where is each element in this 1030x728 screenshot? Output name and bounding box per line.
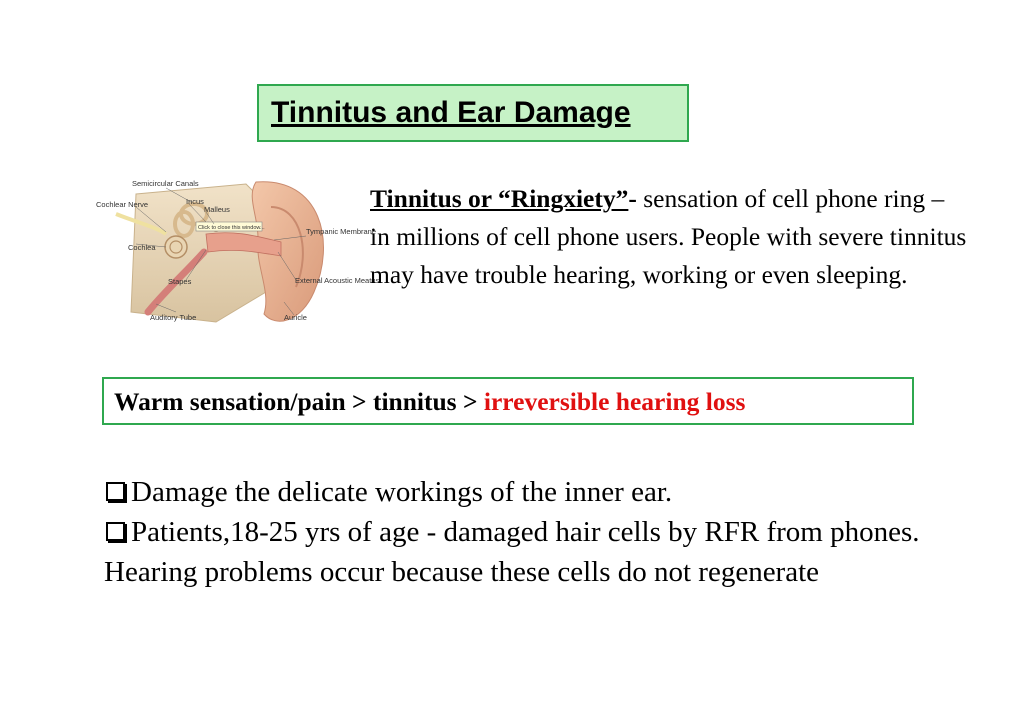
label-stapes: Stapes: [168, 277, 192, 286]
ear-anatomy-figure: [96, 172, 380, 332]
progression-outcome: irreversible hearing loss: [483, 387, 746, 416]
tinnitus-description: [370, 180, 970, 294]
label-auricle: Auricle: [284, 313, 307, 322]
bullet-text: Patients,18-25 yrs of age - damaged hair cells by RFR from phones. Hearing problems occur because these cells do not regenerate: [104, 516, 920, 588]
label-cochlear-nerve: Cochlear Nerve: [96, 200, 149, 209]
label-malleus: Malleus: [204, 205, 230, 214]
bullet-text: Damage the delicate workings of the inner ear.: [131, 476, 673, 508]
slide-title: Tinnitus and Ear Damage: [271, 96, 631, 129]
label-cochlea: Cochlea: [128, 243, 156, 252]
bullet-item: [104, 472, 984, 512]
tinnitus-term: Tinnitus or “Ringxiety”: [370, 184, 629, 213]
cochlea-shape: [165, 236, 187, 258]
progression-steps: Warm sensation/pain > tinnitus >: [114, 387, 484, 416]
progression-box: [102, 377, 914, 425]
figure-tooltip: Click to close this window...: [198, 225, 265, 231]
bullet-list: [104, 472, 984, 592]
term-dash: -: [628, 184, 637, 213]
label-incus: Incus: [186, 197, 204, 206]
label-external-acoustic-meatus: External Acoustic Meatus: [295, 276, 380, 285]
checkbox-bullet-icon: [106, 522, 125, 541]
label-semicircular-canals: Semicircular Canals: [132, 179, 199, 188]
label-auditory-tube: Auditory Tube: [150, 313, 197, 322]
bullet-item: [104, 512, 984, 592]
title-box: [257, 84, 689, 142]
progression-text: [114, 387, 745, 417]
tinnitus-definition: sensation of cell phone ring – in millions of cell phone users. People with severe tinnitus may have trouble hearing, working or even sleeping.: [370, 184, 967, 289]
label-tympanic-membrane: Tympanic Membrane: [306, 227, 377, 236]
checkbox-bullet-icon: [106, 482, 125, 501]
